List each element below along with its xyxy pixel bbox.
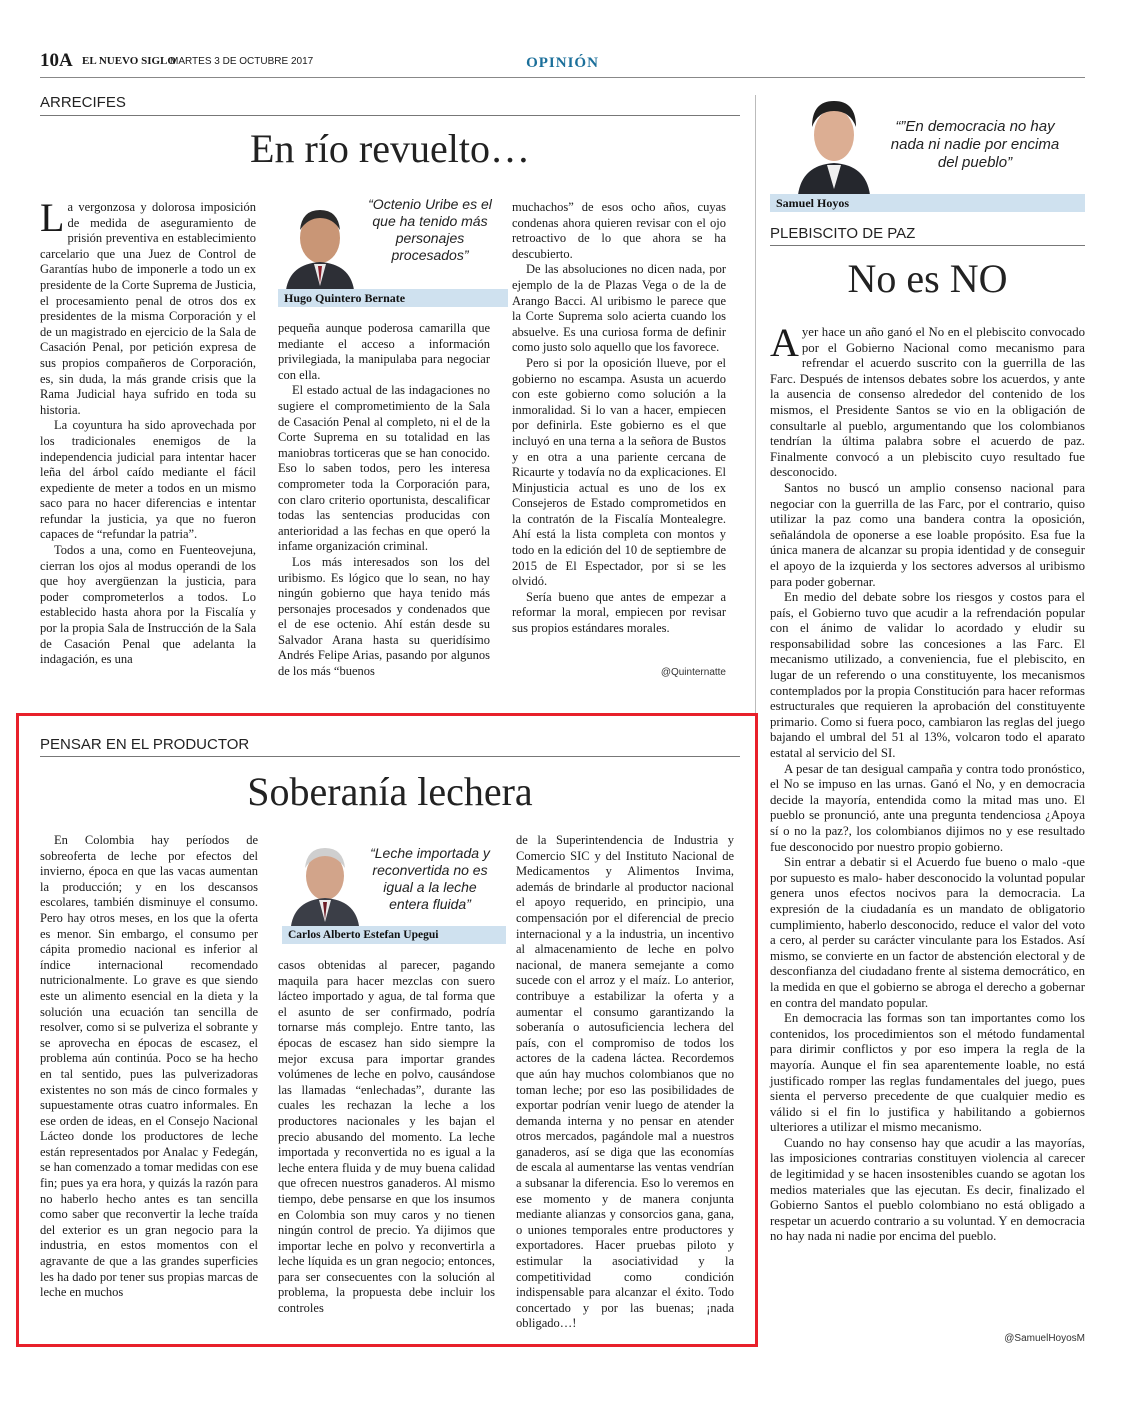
article1-column-1 — [40, 195, 256, 668]
article1-paragraph: a vergonzosa y dolorosa imposición de medida de aseguramiento de prisión preventiva en establecimiento carcelario que una Juez de Control de Garantías hubo de imponerle a todo un ex presidente de la Corte Suprema de Justicia, el procesamiento penal de otros dos ex presidentes de la misma Corporación y el de un magistrado en ejercicio de la Sala de Casación Penal, por petición expresa de sus propios compañeros de Corporación, es, sin duda, la más grande crisis que la Rama Judicial haya sufrido en toda su historia. — [40, 200, 256, 417]
article1-paragraph: Sería bueno que antes de empezar a reformar la moral, empiecen por revisar sus propios estándares morales. — [512, 589, 726, 636]
article1-paragraph: La coyuntura ha sido aprovechada por los tradicionales enemigos de la independencia judicial para intentar hacer leña del árbol caído mediante el fácil expediente de meter a todos en un mismo saco para no hacer diferencias e intentar refundar la justicia, ya que no fueron capaces de “refundar la patria”. — [40, 418, 256, 542]
article2-paragraph: de la Superintendencia de Industria y Comercio SIC y del Instituto Nacional de Medicamentos y Alimentos Invima, además de brindarle al productor nacional el apoyo requerido, en principio, una compensación por el diferencial de precio internacional y a la industria, un incentivo al almacenamiento de leche en polvo nacional, de manera semejante a como sucede con el arroz y el maíz. Lo anterior, contribuye a estabilizar la oferta y a aumentar el consumo garantizando la soberanía o autosuficiencia lechera del país, con el compromiso de todos los actores de la cadena láctea. Recordemos que aún hay muchos colombianos que no toman leche; por eso las posibilidades de exportar podrían venir luego de atender la demanda interna y no pensar en atender otros mercados, pagándole mal a nuestros ganaderos, así se diga que las economías de escala al aumentarse las ventas vendrían a subsanar la diferencia. Eso lo veremos en ese momento y de manera conjunta mediante alianzas y consorcios gana, gana, o uniones temporales entre productores y exportadores. Hacer pruebas piloto y estimular la asociatividad y la competitividad como condición indispensable para alcanzar el éxito. Todo concertado y por las buenas; ¡nada obligado…! — [516, 833, 734, 1331]
article3-title: No es NO — [847, 256, 1008, 301]
author-portrait-hugo — [278, 198, 358, 290]
author-portrait-samuel — [792, 93, 874, 195]
article1-kicker: ARRECIFES — [40, 94, 126, 111]
header-rule — [40, 77, 1085, 78]
article3-paragraph: Cuando no hay consenso hay que acudir a las mayorías, las imposiciones contrarias constituyen violencia al carecer de legitimidad y se hacen insostenibles cuando se agotan los medios materiales que las ejecutan. Es decir, finalizado el Gobierno Santos el pueblo colombiano no está obligado a respetar un acuerdo contrario a su voluntad. Y en democracia no hay nada ni nadie por encima del pueblo. — [770, 1135, 1085, 1244]
article3-pull-quote: “”En democracia no hay nada ni nadie por encima del pueblo” — [890, 118, 1060, 171]
article3-paragraph: En medio del debate sobre los riesgos y costos para el país, el Gobierno tuvo que acudir a la refrendación popular con el ánimo de validar lo acordado y eludir su responsabilidad sobre las concesiones a las Farc. El mecanismo utilizado, a conveniencia, fue el plebiscito, en lugar de un referendo o una constituyente, los mecanismos contemplados por la propia Constitución para hacer reformas estructurales que requieren la aprobación del constituyente primario. Como si fuera poco, cambiaron las reglas del juego bajando el umbral del 51 al 13%, volcaron todo el aparato estatal al servicio del SI. — [770, 590, 1085, 761]
portrait-icon — [278, 198, 358, 290]
article2-paragraph: casos obtenidas al parecer, pagando maquila para hacer mezclas con suero lácteo importado y agua, de tal forma que el asunto de ser confirmado, podría tornarse más complejo. Entre tanto, las épocas de escasez han sido siempre la mejor excusa para importar grandes volúmenes de leche en polvo, causándose las llamadas “enlechadas”, durante las cuales les rechazan la leche a los productores nacionales y les bajan el precio abusando del momento. La leche importada y reconvertida no es igual a la leche entera fluida y de muy buena calidad que ofrecen nuestros ganaderos. Al mismo tiempo, debe pensarse en que los insumos en Colombia son muy caros y no tienen ningún control de precio. Ya dijimos que importar leche en polvo y reconvertirla a leche líquida es un gran negocio; entonces, para ser consecuentes con la solución al problema, la propuesta debe incluir los controles — [278, 958, 495, 1316]
article3-drop-cap: A — [770, 320, 799, 365]
article1-paragraph: Todos a una, como en Fuenteovejuna, cierran los ojos al modus operandi de los que hoy avergüenzan la justicia, para poder comprometerlos a todos. Lo establecido hasta ahora por la Fiscalía y por la propia Sala de Instrucción de la Sala de Casación Penal que adelanta la indagación, es una — [40, 543, 256, 667]
portrait-icon — [792, 93, 874, 195]
section-title: OPINIÓN — [526, 55, 599, 71]
issue-date: MARTES 3 DE OCTUBRE 2017 — [170, 56, 314, 67]
article1-paragraph: Pero si por la oposición llueve, por el gobierno no escampa. Asusta un acuerdo con este gobierno como solución a la inmoralidad. Si lo van a hacer, empiecen por definirla. Este gobierno es el que incluyó en una terna a la señora de Bustos y en otra a una pariente cercana de Ricaurte y todavía no da explicaciones. El Minjusticia actual es uno de los ex Consejeros de Estado comprometidos en la contratón de la Fiscalía Montealegre. Ahí está la lista completa con montos y todo en la edición del 10 de septiembre de 2015 de El Espectador, por si se les olvidó. — [512, 355, 726, 589]
article3-kicker-rule — [770, 245, 1085, 246]
author-portrait-carlos — [285, 838, 363, 926]
article1-drop-cap: L — [40, 195, 65, 240]
article3-paragraph: En democracia las formas son tan importantes como los contenidos, los procedimientos son el método fundamental para dirimir conflictos y por eso impera la regla de la mayoría. Aunque el fin sea aparentemente loable, no está justificado romper las reglas fundamentales del juego, pues sienta el perverso precedente de que cualquier medio es válido si el fin lo justifica y habilitando a gobiernos ulteriores a utilizar el mismo mecanismo. — [770, 1011, 1085, 1135]
article1-title: En río revuelto… — [250, 126, 530, 171]
article2-kicker: PENSAR EN EL PRODUCTOR — [40, 736, 250, 753]
article2-title: Soberanía lechera — [247, 769, 533, 814]
article1-paragraph: Los más interesados son los del uribismo. Es lógico que lo sean, no hay ningún gobierno que haya tenido más personajes procesados y condenados que el de ese octenio. Ahí están desde su Salvador Arana hasta su queridísimo Andrés Felipe Arias, pasando por algunos de los más “buenos — [278, 554, 490, 679]
article3-body — [770, 320, 1085, 1245]
newspaper-name: EL NUEVO SIGLO — [82, 55, 176, 67]
article1-paragraph: De las absoluciones no dicen nada, por ejemplo de la de Plazas Vega o de la de Arango Bacci. Al uribismo le parece que la Corte Suprema solo acierta cuando los absuelve. Es una curiosa forma de definir como justo solo aquello que los favorece. — [512, 262, 726, 355]
article1-twitter-handle[interactable]: @Quinternatte — [660, 667, 726, 678]
article2-kicker-rule — [40, 756, 740, 757]
article1-column-3 — [512, 200, 726, 637]
article2-pull-quote: “Leche importada y reconvertida no es igual a la leche entera fluida” — [370, 845, 490, 912]
article3-author: Samuel Hoyos — [770, 194, 1085, 212]
portrait-icon — [285, 838, 363, 926]
article3-kicker: PLEBISCITO DE PAZ — [770, 225, 916, 242]
article3-paragraph: A pesar de tan desigual campaña y contra todo pronóstico, el No se impuso en las urnas. Ganó el No, y en democracia decide la mayoría, entendida como la mitad mas uno. El pueblo se pronunció, ante una pregunta tendenciosa ¿Apoya sí o no la paz?, los colombianos dijimos no y ese resultado fue desconocido por nuestro propio gobierno. — [770, 761, 1085, 854]
article2-column-2 — [278, 958, 495, 1317]
article1-paragraph: muchachos” de esos ocho años, cuyas condenas ahora quieren revisar con el ojo retroactivo de lo que ahora se ha descubierto. — [512, 200, 726, 261]
article3-twitter-handle[interactable]: @SamuelHoyosM — [1004, 1333, 1085, 1344]
article1-kicker-rule — [40, 115, 740, 116]
article1-pull-quote: “Octenio Uribe es el que ha tenido más personajes procesados” — [368, 196, 492, 263]
article2-column-1 — [40, 833, 258, 1301]
article3-paragraph: Sin entrar a debatir si el Acuerdo fue bueno o malo -que por supuesto es malo- haber desconocido la voluntad popular genera unos efectos nocivos para la democracia. La expresión de la ciudadanía es un mandato de obligatorio cumplimiento, haberlo desconocido, reduce el valor del voto a cero, al perder su carácter vinculante para los Estados. Así mismo, se convierte en un factor de abstención electoral y de desconfianza del ciudadano frente al sistema democrático, en la medida en que el gobierno se abroga el derecho a gobernar en contra del mandato popular. — [770, 855, 1085, 1010]
article1-author: Hugo Quintero Bernate — [278, 289, 508, 307]
article2-column-3 — [516, 833, 734, 1332]
article2-author: Carlos Alberto Estefan Upegui — [282, 926, 506, 944]
page-number: 10A — [40, 50, 73, 71]
article1-column-2 — [278, 321, 490, 680]
article1-paragraph: El estado actual de las indagaciones no sugiere el comprometimiento de la Sala de Casación Penal al completo, ni el de la Corte Suprema en su totalidad en las maniobras torticeras que se han conocido. Eso lo saben todos, pero les interesa comprometer toda la Corporación para, con claro criterio oportunista, descalificar todas las sentencias producidas con anterioridad a las fechas en que operó la infame organización criminal. — [278, 383, 490, 554]
article3-paragraph: Santos no buscó un amplio consenso nacional para negociar con la guerrilla de las Farc, por el contrario, quiso utilizar la paz como una bandera contra la oposición, señalándola de oponerse a ese loable propósito. Esa fue la única manera de alcanzar su propia identidad y de conseguir el apoyo de la izquierda y los sectores adversos al uribismo para poder gobernar. — [770, 480, 1085, 589]
article1-paragraph: pequeña aunque poderosa camarilla que mediante el acceso a información privilegiada, la manipulaba para negociar con ella. — [278, 321, 490, 382]
article3-paragraph: yer hace un año ganó el No en el plebiscito convocado por el Gobierno Nacional como mecanismo para refrendar el acuerdo suscrito con la guerrilla de las Farc. Después de intensos debates sobre los acuerdos, y ante la ausencia de consenso alrededor del contenido de los mismos, el Presidente Santos se vio en la obligación de consultarle al pueblo, argumentando que los colombianos tendrían la última palabra sobre el acuerdo de paz. Finalmente convocó a un plebiscito cuyo resultado fue desconocido. — [770, 325, 1085, 480]
article2-paragraph: En Colombia hay períodos de sobreoferta de leche por efectos del invierno, época en que las vacas aumentan la producción; y en los descansos escolares, también disminuye el consumo. Pero hay otros meses, en los que la oferta es menor. Sin embargo, el consumo per cápita promedio nacional es inferior al índice internacional recomendado nutricionalmente. Lo grave es que siendo este un alimento esencial en la dieta y la solución una ecuación tan sencilla de resolver, como si se pulveriza el sobrante y se aprovecha en épocas de escasez, el problema aún continúa. Poco se ha hecho en tal sentido, pues las pulverizadoras existentes no son más de cinco formales y supuestamente otras cuatro informales. En ese orden de ideas, en el Consejo Nacional Lácteo donde los productores de leche están representados por Analac y Fedegán, se han comenzado a tomar medidas con ese fin; pues ya era hora, y quizás la razón para no haberlo hecho antes es tan sencilla como saber que reconvertir la leche traída del exterior es un gran negocio para la industria, en estos momentos con el agravante de que a las grandes superficies les ha dado por tener sus propias marcas de leche en muchos — [40, 833, 258, 1300]
